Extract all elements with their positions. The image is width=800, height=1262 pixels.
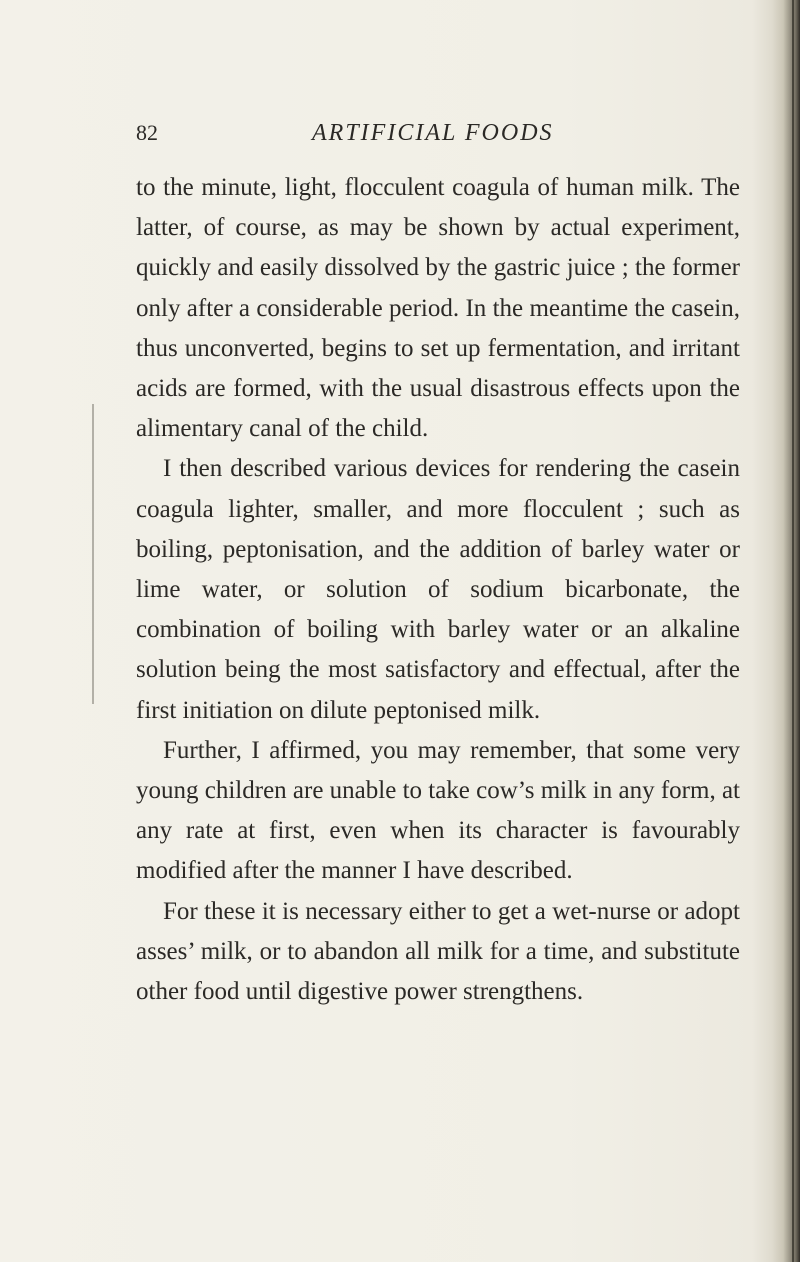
- paragraph-3: Further, I affirmed, you may remember, that some very young children are unable to take cow’s milk in any form, at any rate at first, even when its character is favourably modified after the manner I have described.: [136, 736, 740, 885]
- running-title: ARTIFICIAL FOODS: [312, 120, 554, 146]
- paragraph-1: to the minute, light, flocculent coagula of human milk. The latter, of course, as may be shown by actual experiment, quickly and easily dissolved by the gastric juice ; the former only after a considerable period. In the meantime the casein, thus unconverted, begins to set up fermentation, and irritant acids are formed, with the usual disastrous effects upon the alimentary canal of the child.: [136, 174, 740, 443]
- paragraph-4: For these it is necessary either to get a wet-nurse or adopt asses’ milk, or to abandon all milk for a time, and substitute other food until digestive power strengthens.: [136, 897, 740, 1006]
- page-number: 82: [136, 120, 158, 145]
- margin-mark: [92, 404, 94, 704]
- paragraph-2: I then described various devices for rendering the casein coagula lighter, smaller, and more flocculent ; such as boiling, peptonisation, and the addition of barley water or lime water, or solution of sodium bicarbonate, the combination of boiling with barley water or an alkaline solution being the most satisfactory and effectual, after the first initiation on dilute peptonised milk.: [136, 455, 740, 724]
- page-header: [136, 118, 736, 152]
- page-edge-line: [792, 0, 794, 1262]
- body-text: [136, 168, 740, 1012]
- page-edge-shadow: [772, 0, 800, 1262]
